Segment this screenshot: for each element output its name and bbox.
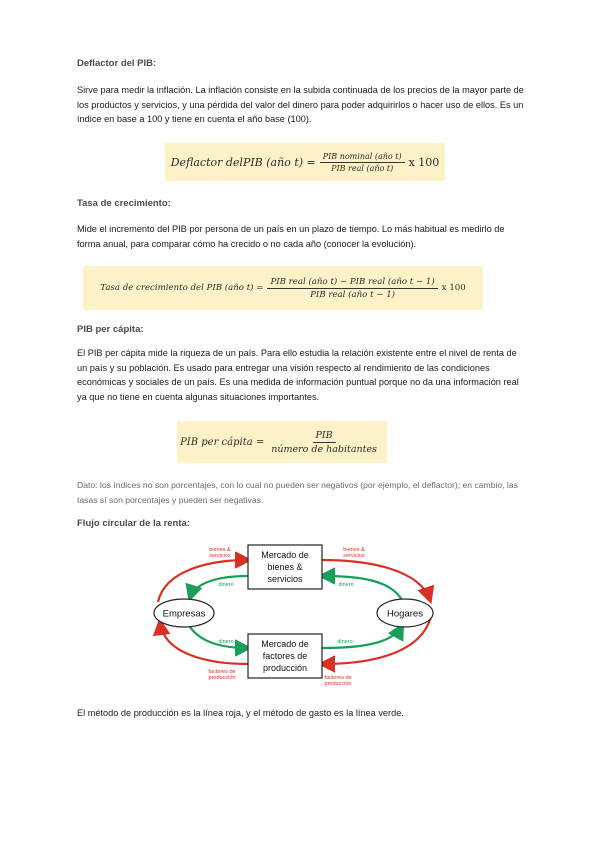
formula-fraction (267, 277, 437, 300)
formula-denominator: PIB real (año t) (331, 163, 394, 173)
paragraph-percapita: El PIB per cápita mide la riqueza de un país. Para ello estudia la relación existente entre el nivel de renta de un país y su población. Es usado para entregar una visión respecto al rendimiento de las condiciones económicas y sociales de un país. Es una medida de información puntual porque no da una información real ya que no tiene en cuenta algunas situaciones importantes. (77, 348, 519, 402)
formula-deflactor (165, 143, 445, 181)
formula-fraction (268, 430, 380, 455)
label-red-top-right-1: bienes & (343, 547, 365, 553)
label-green-bottom-right: dinero (337, 639, 353, 645)
section-heading-crecimiento: Tasa de crecimiento: (77, 198, 171, 209)
box-mercado-bienes-line1: Mercado de (261, 550, 309, 560)
section-heading-percapita: PIB per cápita: (77, 324, 144, 335)
label-green-bottom-left: dinero (218, 639, 234, 645)
paragraph-flujo-closing: El método de producción es la línea roja, y el método de gasto es la línea verde. (77, 708, 404, 718)
label-red-top-left-1: bienes & (209, 547, 231, 553)
formula-denominator: número de habitantes (271, 443, 377, 455)
formula-tail: x 100 (441, 283, 466, 293)
formula-tail: x 100 (408, 155, 440, 169)
formula-numerator: PIB nominal (año t) (320, 152, 405, 163)
box-mercado-bienes-line3: servicios (267, 574, 303, 584)
box-mercado-factores-line2: factores de (262, 651, 308, 661)
node-hogares-label: Hogares (387, 608, 423, 620)
circular-flow-diagram (140, 540, 450, 690)
label-red-bottom-right-1: factores de (324, 675, 352, 681)
node-empresas-label: Empresas (162, 608, 206, 620)
green-flow-bottom-right (322, 626, 402, 648)
label-red-bottom-left-1: factores de (208, 669, 236, 675)
formula-fraction (320, 152, 405, 173)
label-red-top-left-2: servicios (209, 553, 231, 559)
box-mercado-factores-line3: producción (262, 663, 308, 673)
red-flow-bottom-left (160, 622, 248, 664)
formula-lhs: Deflactor delPIB (año t) = (170, 155, 316, 169)
box-mercado-factores-line1: Mercado de (261, 639, 309, 649)
formula-lhs: PIB per cápita = (180, 436, 265, 448)
formula-denominator: PIB real (año t − 1) (310, 289, 396, 300)
section-heading-deflactor: Deflactor del PIB: (77, 58, 157, 69)
box-mercado-bienes-line2: bienes & (267, 562, 303, 572)
paragraph-crecimiento: Mide el incremento del PIB por persona de un país en un plazo de tiempo. Lo más habitual es medirlo de forma anual, para comparar cómo ha crecido o no cada año (conocer la evolución). (77, 224, 505, 249)
label-red-bottom-right-2: producción (324, 681, 352, 687)
formula-percapita (177, 421, 387, 463)
formula-crecimiento (83, 266, 483, 310)
note-dato: Dato: los índices no son porcentajes, con lo cual no pueden ser negativos (por ejemplo, el deflactor); en cambio, las tasas sí son porcentajes y pueden ser negativas. (77, 480, 518, 505)
red-flow-top-left (158, 560, 248, 602)
green-flow-top-right (322, 576, 402, 600)
red-flow-top-right (322, 560, 430, 600)
section-heading-flujo: Flujo circular de la renta: (77, 518, 190, 529)
formula-numerator: PIB real (año t) − PIB real (año t − 1) (267, 277, 437, 289)
label-green-top-left: dinero (218, 582, 234, 588)
formula-lhs: Tasa de crecimiento del PIB (año t) = (100, 283, 264, 293)
label-red-bottom-left-2: producción (208, 675, 236, 681)
label-red-top-right-2: servicios (343, 553, 365, 559)
paragraph-deflactor: Sirve para medir la inflación. La inflación consiste en la subida continuada de los precios de la mayor parte de los productos y servicios, y una pérdida del valor del dinero para poder adquirirlos o hacer uso de ellos. Es un índice en base a 100 y tiene en cuenta el año base (100). (77, 85, 524, 124)
formula-numerator: PIB (313, 430, 336, 443)
label-green-top-right: dinero (338, 582, 354, 588)
